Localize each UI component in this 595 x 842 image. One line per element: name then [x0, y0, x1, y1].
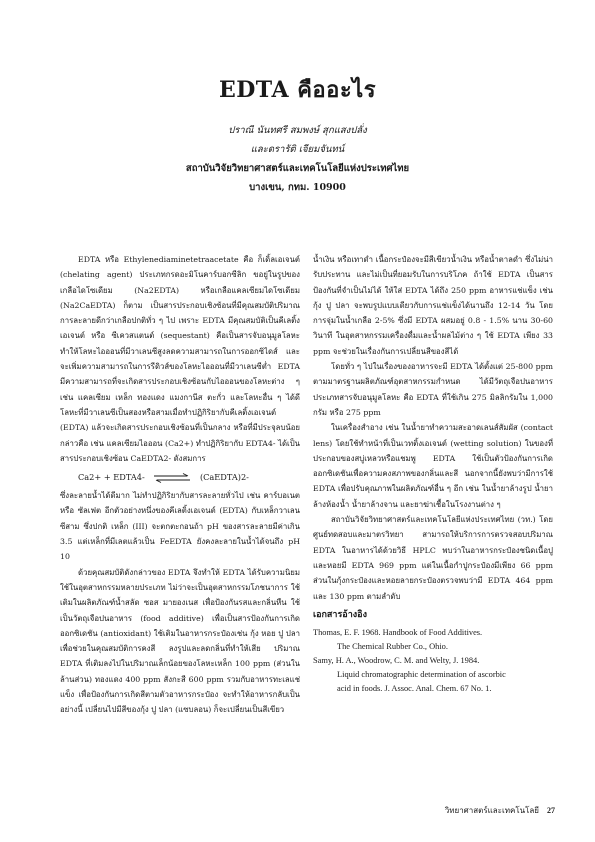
- affiliation-block: [0, 160, 595, 197]
- reference-entry-continuation: Liquid chromatographic determination of ascorbic: [337, 669, 506, 679]
- reference-entry: Samy, H. A., Woodrow, C. M. and Welty, J. 1984.: [313, 655, 480, 665]
- equation-reactants: Ca2+ + EDTA4-: [78, 472, 145, 483]
- reference-list: [313, 626, 553, 696]
- body-paragraph: โดยทั่ว ๆ ไปในเรื่องของอาหารจะมี EDTA ได้ตั้งแต่ 25-800 ppm ตามมาตรฐานผลิตภัณฑ์อุตสาหกรรมกำหนด ได้มีวัตถุเจือปนอาหารประเภทสารจับอนุมูลโลหะ คือ EDTA ที่ใช้เกิน 275 มิลลิกรัมใน 1,000 กรัม หรือ 275 ppm: [313, 362, 553, 417]
- body-paragraph: น้ำเงิน หรือเทาดำ เนื้อกระป๋องจะมีสีเขียวน้ำเงิน หรือน้ำตาลดำ ซึ่งไม่น่ารับประทาน และไม่เป็นที่ยอมรับในการบริโภค ถ้าใช้ EDTA เป็นสารป้องกันที่จำเป็นไม่ได้ ให้ใส่ EDTA ได้ถึง 250 ppm อาหารแช่แข็ง เช่น กุ้ง ปู ปลา จะพบรูปแบบเดียวกับการแช่แข็งได้นานถึง 12-14 วัน โดยการจุ่มในน้ำเกลือ 2-5% ซึ่งมี EDTA ผสมอยู่ 0.8 - 1.5% นาน 30-60 วินาที ในอุตสาหกรรมเครื่องดื่มและน้ำผลไม้ต่าง ๆ ใช้ EDTA เพียง 33 ppm จะช่วยในเรื่องกันการเปลี่ยนสีของสีได้: [313, 255, 553, 356]
- page-footer: [380, 804, 555, 817]
- body-paragraph: สถาบันวิจัยวิทยาศาสตร์และเทคโนโลยีแห่งประเทศไทย (วท.) โดยศูนย์ทดสอบและมาตรวิทยา สามารถให้บริการการตรวจสอบปริมาณ EDTA ในอาหารได้ด้วยวิธี HPLC พบว่าในอาหารกระป๋องชนิดเนื้อปูและหอยมี EDTA 969 ppm แต่ในเนื้อกำปูกระป๋องมีเพียง 66 ppm ส่วนในกุ้งกระป๋องและหอยลายกระป๋องตรวจพบว่ามี EDTA 464 ppm และ 130 ppm ตามลำดับ: [313, 515, 553, 601]
- body-paragraph: ด้วยคุณสมบัติดังกล่าวของ EDTA จึงทำให้ EDTA ได้รับความนิยมใช้ในอุตสาหกรรมหลายประเภท ไม่ว่าจะเป็นอุตสาหกรรมโภชนาการ ใช้เติมในผลิตภัณฑ์น้ำสลัด ซอส มายองเนส เพื่อป้องกันรสและกลิ่นหืน ใช้เป็นวัตถุเจือปนอาหาร (food additive) เพื่อเป็นสารป้องกันการเกิดออกซิเดชัน (antioxidant) ใช้เติมในอาหารกระป๋องเช่น กุ้ง หอย ปู ปลา เพื่อช่วยในคุณสมบัติการคงสี ลงรูปและลดกลิ่นที่ทำให้เสีย ปริมาณ EDTA ที่เติมลงไปในปริมาณเล็กน้อยของโลหะเหล็ก 100 ppm (ส่วนในล้านส่วน) ทองแดง 400 ppm สังกะสี 600 ppm รวมกับอาหารทะเลแช่แข็ง เพื่อป้องกันการเกิดสีตามตัวอาหารกระป๋อง จะทำให้อาหารกลับเป็นอย่างนี้ เปลี่ยนไปมีสีของกุ้ง ปู ปลา (แซบลอน) ก็จะเปลี่ยนเป็นสีเขียว: [60, 567, 300, 715]
- reference-entry-continuation: acid in foods. J. Assoc. Anal. Chem. 67 No. 1.: [337, 683, 492, 693]
- reference-entry: Thomas, E. F. 1968. Handbook of Food Additives.: [313, 627, 483, 637]
- right-column: [313, 252, 553, 696]
- equation-product: (CaEDTA)2-: [199, 472, 249, 483]
- chemical-equation: [60, 466, 300, 488]
- equilibrium-arrow-icon: [153, 473, 191, 483]
- references-heading: เอกสารอ้างอิง: [313, 609, 367, 620]
- page-number: 27: [547, 806, 555, 815]
- author-line: และดรารัติ เจียมจันทน์: [250, 143, 345, 155]
- body-paragraph: ในเครื่องสำอาง เช่น ในน้ำยาทำความสะอาดเลนส์สัมผัส (contact lens) โดยใช้ทำหน้าที่เป็นเวทติ้งเอเจนต์ (wetting solution) ในของที่ประกอบของสบู่เหลวหรือแชมพู EDTA ใช้เป็นตัวป้องกันการเกิดออกซิเดชันเพื่อความคงสภาพของกลิ่นและสี นอกจากนี้ยังพบว่ามีการใช้ EDTA เพื่อปรับคุณภาพในผลิตภัณฑ์อื่น ๆ อีก เช่น ในน้ำยาล้างรูป น้ำยาล้างห้องน้ำ น้ำยาล้างจาน และยาฆ่าเชื้อในโรงงานต่าง ๆ: [313, 423, 553, 509]
- journal-name: วิทยาศาสตร์และเทคโนโลยี: [444, 806, 539, 815]
- affiliation-name: สถาบันวิจัยวิทยาศาสตร์และเทคโนโลยีแห่งประเทศไทย: [185, 163, 410, 174]
- body-paragraph: ซึ่งละลายน้ำได้ดีมาก ไม่ทำปฏิกิริยากับสารละลายทั่วไป เช่น คาร์บอเนต หรือ ซัลเฟต อีกตัวอย่างหนึ่งของคีเลติ้งเอเจนต์ (EDTA) กับเหล็กวาเลนซีสาม ซึ่งปกติ เหล็ก (III) จะตกตะกอนถ้า pH ของสารละลายมีค่าเกิน 3.5 แต่เหล็กที่มีเลตแล้วเป็น FeEDTA ยังคงละลายในน้ำได้จนถึง pH 10: [60, 491, 300, 562]
- article-title: EDTA คืออะไร: [218, 77, 377, 103]
- author-block: [0, 122, 595, 159]
- left-column: [60, 252, 300, 718]
- author-line: ปราณี นันทศรี สมพงษ์ สุกแสงปลั่ง: [228, 125, 367, 136]
- affiliation-address: บางเขน, กทม. 10900: [249, 181, 346, 193]
- reference-entry-continuation: The Chemical Rubber Co., Ohio.: [337, 641, 448, 651]
- body-paragraph: EDTA หรือ Ethylenediaminetetraacetate คือ ก็เดิ้ลเอเจนต์ (chelating agent) ประเภทกรดอะมิโนคาร์บอกซีลิก ขอยู่ในรูปของเกลือไดโซเดียม (Na2EDTA) หรือเกลือแคลเซียมไดโซเดียม (Na2CaEDTA) ก็ตาม เป็นสารประกอบเชิงซ้อนที่มีคุณสมบัติปริมาณการละลายดีกว่าเกลือปกติทั่ว ๆ ไป เพราะ EDTA มีคุณสมบัติเป็นคีเลติ้งเอเจนต์ หรือ ซีเควสแตนต์ (sequestant) คือเป็นสารจับอนุมูลโลหะ ทำให้โลหะไอออนที่มีวาเลนซีสูงลดความสามารถในการออกซิไดส์ และจะเพิ่มความสามารถในการรีดิวส์ของโลหะไอออนที่มีวาเลนซีต่ำ EDTA มีความสามารถที่จะเกิดสารประกอบเชิงซ้อนกับไอออนของโลหะต่าง ๆ เช่น แคลเซียม เหล็ก ทองแดง แมงกานีส ตะกั่ว และโลหะอื่น ๆ ได้ดี โลหะที่มีวาเลนซีเป็นสองหรือสามเมื่อทำปฏิกิริยากับคีเลติ้งเอเจนต์ (EDTA) แล้วจะเกิดสารประกอบเชิงซ้อนที่เป็นกลาง หรือที่มีประจุลบน้อย กล่าวคือ เช่น แคลเซียมไอออน (Ca2+) ทำปฏิกิริยากับ EDTA4- ได้เป็นสารประกอบเชิงซ้อน CaEDTA2- ดังสมการ: [60, 255, 300, 463]
